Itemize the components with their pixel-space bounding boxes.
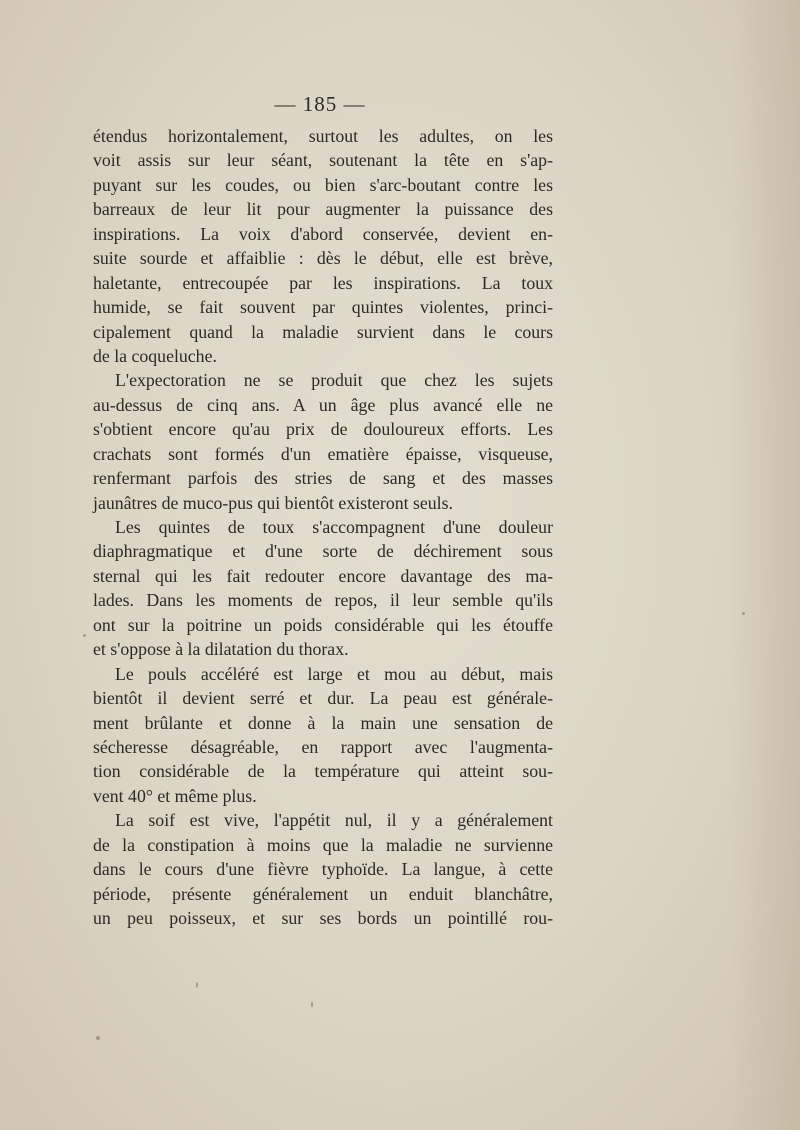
text-line: période, présente généralement un enduit blanchâtre, [93,883,553,904]
paper-speck [83,634,86,637]
paper-speck [96,1036,100,1040]
text-line: un peu poisseux, et sur ses bords un pointillé rou- [93,908,553,928]
text-line: sternal qui les fait redouter encore davantage des ma- [93,565,553,586]
text-line: voit assis sur leur séant, soutenant la tête en s'ap- [93,150,553,171]
text-line: puyant sur les coudes, ou bien s'arc-boutant contre les [93,174,553,195]
text-line: Le pouls accéléré est large et mou au début, mais [115,663,553,684]
text-line: L'expectoration ne se produit que chez les sujets [115,370,553,391]
text-line: suite sourde et affaiblie : dès le début, elle est brève, [93,248,553,269]
text-line: vent 40° et même plus. [93,785,257,806]
text-line: haletante, entrecoupée par les inspirations. La toux [93,272,553,293]
text-line: renfermant parfois des stries de sang et des masses [93,468,553,489]
text-line: inspirations. La voix d'abord conservée, devient en- [93,223,553,244]
text-line: s'obtient encore qu'au prix de douloureux efforts. Les [93,419,553,440]
paper-speck [196,982,198,988]
text-line: barreaux de leur lit pour augmenter la puissance des [93,199,553,220]
text-line: Les quintes de toux s'accompagnent d'une douleur [115,517,553,537]
text-line: ment brûlante et donne à la main une sensation de [93,712,553,733]
body-text [93,124,553,930]
text-line: crachats sont formés d'un ematière épaisse, visqueuse, [93,443,553,464]
text-line: bientôt il devient serré et dur. La peau est générale- [93,688,553,709]
text-line: La soif est vive, l'appétit nul, il y a généralement [115,810,553,831]
text-line: étendus horizontalement, surtout les adultes, on les [93,126,553,146]
text-line: sécheresse désagréable, en rapport avec l'augmenta- [93,736,553,757]
paper-speck [742,612,745,615]
text-line: cipalement quand la maladie survient dans le cours [93,321,553,342]
text-line: jaunâtres de muco-pus qui bientôt existeront seuls. [93,492,453,513]
text-line: et s'oppose à la dilatation du thorax. [93,639,349,660]
text-line: au-dessus de cinq ans. A un âge plus avancé elle ne [93,394,553,415]
text-line: de la constipation à moins que la maladie ne survienne [93,834,553,855]
text-line: de la coqueluche. [93,345,217,366]
text-line: lades. Dans les moments de repos, il leur semble qu'ils [93,590,553,611]
paper-speck [311,1002,313,1007]
text-line: tion considérable de la température qui atteint sou- [93,761,553,782]
text-line: ont sur la poitrine un poids considérable qui les étouffe [93,614,553,635]
text-line: humide, se fait souvent par quintes violentes, princi- [93,297,553,318]
text-line: diaphragmatique et d'une sorte de déchirement sous [93,541,553,562]
text-line: dans le cours d'une fièvre typhoïde. La langue, à cette [93,859,553,880]
page-number: — 185 — [274,92,366,116]
